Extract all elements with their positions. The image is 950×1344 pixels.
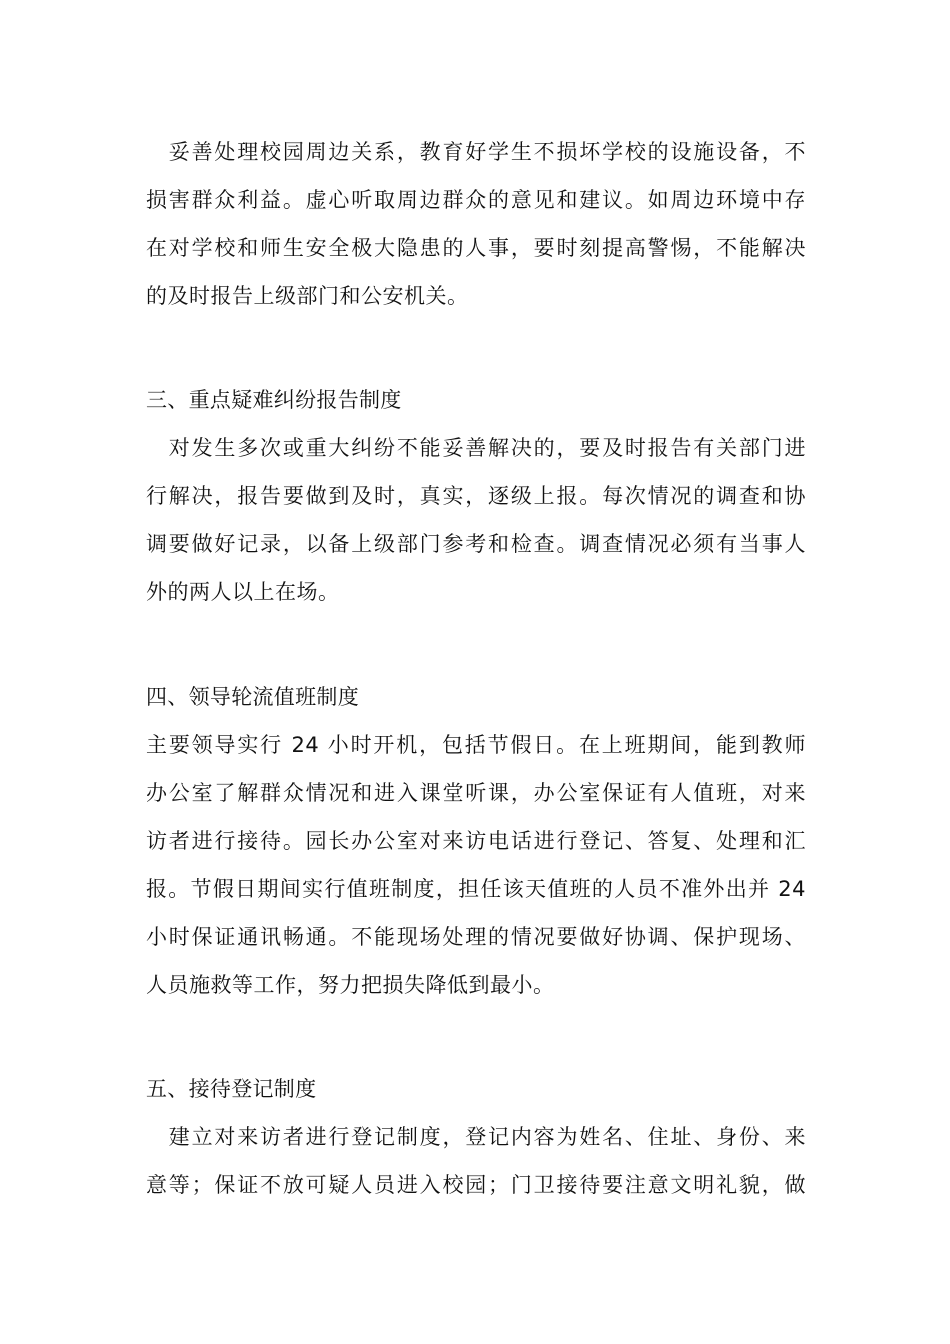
- paragraph-line: 建立对来访者进行登记制度，登记内容为姓名、住址、身份、来: [146, 1125, 806, 1149]
- section-heading: 四、领导轮流值班制度: [146, 685, 359, 709]
- section-heading: 三、重点疑难纠纷报告制度: [146, 388, 402, 412]
- paragraph-line: 小时保证通讯畅通。不能现场处理的情况要做好协调、保护现场、: [146, 925, 806, 949]
- paragraph-line: 调要做好记录，以备上级部门参考和检查。调查情况必须有当事人: [146, 532, 806, 556]
- paragraph-line: 访者进行接待。园长办公室对来访电话进行登记、答复、处理和汇: [146, 829, 806, 853]
- paragraph-line: 主要领导实行 24 小时开机，包括节假日。在上班期间，能到教师: [146, 733, 806, 757]
- paragraph-line: 报。节假日期间实行值班制度，担任该天值班的人员不准外出并 24: [146, 877, 806, 901]
- paragraph-line: 对发生多次或重大纠纷不能妥善解决的，要及时报告有关部门进: [146, 436, 806, 460]
- section-heading: 五、接待登记制度: [146, 1077, 317, 1101]
- paragraph-line: 在对学校和师生安全极大隐患的人事，要时刻提高警惕，不能解决: [146, 236, 806, 260]
- paragraph-line: 意等；保证不放可疑人员进入校园；门卫接待要注意文明礼貌，做: [146, 1173, 806, 1197]
- paragraph-line: 办公室了解群众情况和进入课堂听课，办公室保证有人值班，对来: [146, 781, 806, 805]
- paragraph-line: 行解决，报告要做到及时，真实，逐级上报。每次情况的调查和协: [146, 484, 806, 508]
- paragraph-line: 的及时报告上级部门和公安机关。: [146, 284, 469, 308]
- paragraph-line: 人员施救等工作，努力把损失降低到最小。: [146, 973, 555, 997]
- paragraph-line: 外的两人以上在场。: [146, 580, 340, 604]
- paragraph-line: 损害群众利益。虚心听取周边群众的意见和建议。如周边环境中存: [146, 188, 806, 212]
- paragraph-line: 妥善处理校园周边关系，教育好学生不损坏学校的设施设备，不: [146, 140, 806, 164]
